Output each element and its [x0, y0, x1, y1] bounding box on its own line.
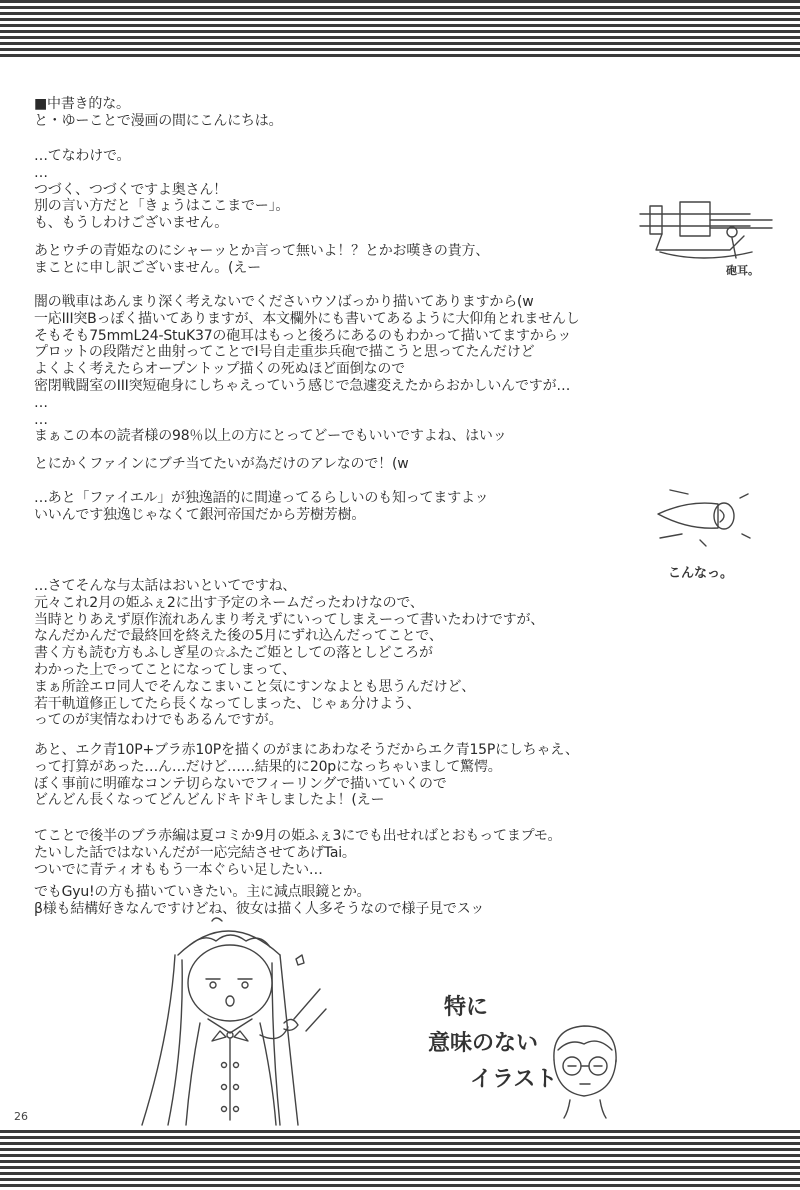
paragraph-tank: [34, 294, 580, 445]
text-line: …さてそんな与太話はおいといてですね、: [34, 578, 297, 594]
text-line: ■中書き的な。: [34, 96, 130, 112]
girl-illustration: [120, 915, 360, 1130]
text-line: 一応III突Bっぽく描いてありますが、本文欄外にも書いてあるように大仰角とれませんし: [34, 310, 580, 327]
text-line: とにかくファインにブチ当てたいが為だけのアレなので！(w: [34, 456, 409, 472]
top-stripe-border: [0, 0, 800, 60]
illust-note-line-2: 意味のない: [428, 1030, 539, 1056]
bottom-stripe-border: [0, 1130, 800, 1190]
text-line: …: [34, 164, 48, 181]
text-line: と・ゆーことで漫画の間にこんにちは。: [34, 112, 283, 129]
paragraph-intro: [34, 96, 282, 130]
text-line: あと、エク青10P+ブラ赤10Pを描くのがまにあわなそうだからエク青15Pにしちゃえ、: [34, 742, 579, 758]
text-line: 別の言い方だと「きょうはここまでー」。: [34, 198, 290, 215]
text-line: そもそも75mmL24-StuK37の砲耳はもっと後ろにあるのもわかって描いてますからッ: [34, 327, 572, 344]
text-line: プロットの段階だと曲射ってことでI号自走重歩兵砲で描こうと思ってたんだけど: [34, 344, 535, 361]
tank-gun-sketch: [632, 192, 782, 282]
glasses-girl-illustration: [540, 1020, 630, 1120]
text-line: …あと「ファイエル」が独逸語的に間違ってるらしいのも知ってますよッ: [34, 490, 489, 506]
text-line: って打算があった…ん…だけど……結果的に20pになっちゃいまして驚愕。: [34, 758, 502, 775]
text-line: まぁこの本の読者様の98％以上の方にとってどーでもいいですよね、はいッ: [34, 428, 507, 445]
text-line: まぁ所詮エロ同人でそんなこまいこと気にすンなよとも思うんだけど、: [34, 678, 476, 695]
text-line: どんどん長くなってどんどんドキドキしましたよ！(えー: [34, 792, 385, 809]
text-line: ついでに青ティオももう一本ぐらい足したい…: [34, 861, 323, 878]
text-line: 書く方も読む方もふしぎ星の☆ふたご姫としての落としどころが: [34, 645, 433, 662]
text-line: …: [34, 411, 48, 428]
text-line: ぼく事前に明確なコンテ切らないでフィーリングで描いていくので: [34, 775, 447, 792]
paragraph-apology: [34, 243, 489, 277]
text-line: 密閉戦闘室のIII突短砲身にしちゃえっていう感じで急遽変えたからおかしいんですが…: [34, 377, 571, 394]
text-line: でもGyu!の方も描いていきたい。主に減点眼鏡とか。: [34, 884, 371, 900]
text-line: 闇の戦車はあんまり深く考えないでくださいウソばっかり描いてありますから(w: [34, 294, 534, 310]
text-line: よくよく考えたらオープントップ描くの死ぬほど面倒なので: [34, 361, 405, 378]
page-number: 26: [14, 1110, 28, 1123]
paragraph-continued: [34, 148, 289, 232]
text-line: いいんです独逸じゃなくて銀河帝国だから芳樹芳樹。: [34, 506, 366, 523]
illust-note-line-3: イラスト: [470, 1066, 558, 1092]
text-line: …: [34, 394, 48, 411]
paragraph-pages: [34, 742, 579, 809]
text-line: β様も結構好きなんですけどね、彼女は描く人多そうなので様子見でスッ: [34, 900, 485, 917]
text-line: ってのが実情なわけでもあるんですが。: [34, 712, 283, 729]
text-line: あとウチの青姫なのにシャーッとか言って無いよ！？とかお嘆きの貴方、: [34, 243, 490, 259]
paragraph-gyu: [34, 884, 484, 918]
tank-caption: 砲耳。: [726, 264, 759, 277]
text-line: も、もうしわけございません。: [34, 215, 229, 232]
shell-caption: こんなっ。: [668, 566, 734, 581]
paragraph-story: [34, 578, 544, 729]
text-line: たいした話ではないんだが一応完結させてあげTai。: [34, 844, 356, 861]
paragraph-feuer: [34, 490, 488, 524]
text-line: わかった上でってことになってしまって、: [34, 661, 296, 678]
text-line: 当時とりあえず原作流れあんまり考えずにいってしまえーって書いたわけですが、: [34, 611, 545, 628]
text-line: …てなわけで。: [34, 148, 131, 164]
illust-note-line-1: 特に: [444, 994, 489, 1020]
paragraph-next: [34, 828, 561, 878]
text-line: 元々これ2月の姫ふぇ2に出す予定のネームだったわけなので、: [34, 594, 424, 611]
text-line: なんだかんだで最終回を終えた後の5月にずれ込んだってことで、: [34, 628, 443, 645]
text-line: 若干軌道修正してたら長くなってしまった、じゃぁ分けよう、: [34, 695, 421, 712]
paragraph-fine: [34, 456, 408, 473]
text-line: まことに申し訳ございません。(えー: [34, 259, 261, 276]
text-line: つづく、つづくですよ奥さん！: [34, 181, 227, 198]
shell-sketch: [648, 476, 758, 556]
text-line: てことで後半のブラ赤編は夏コミか9月の姫ふぇ3にでも出せればとおもってまプモ。: [34, 828, 562, 844]
